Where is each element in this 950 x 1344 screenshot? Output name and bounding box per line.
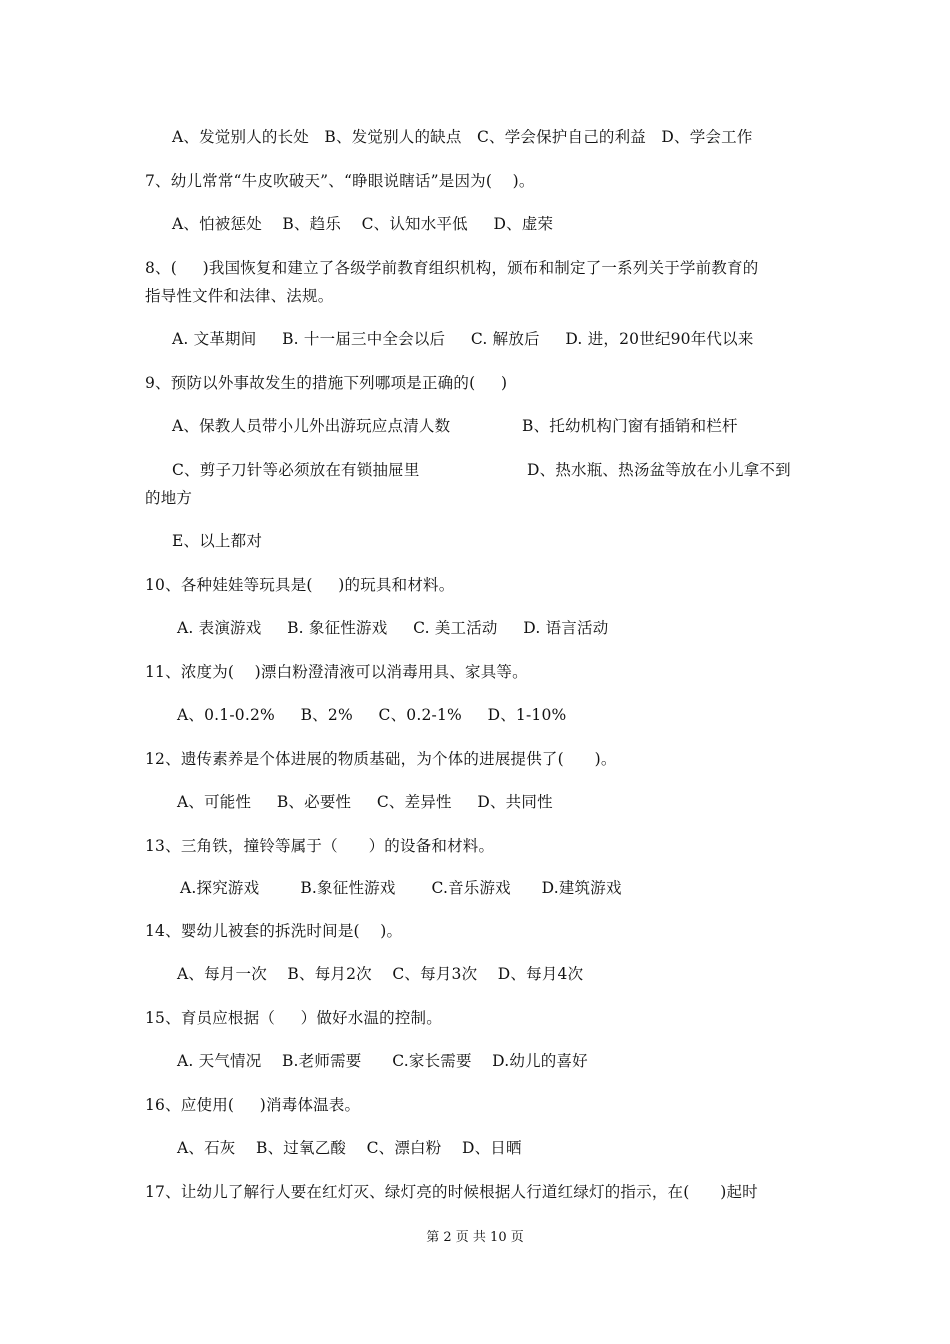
q14-question: 14、婴幼儿被套的拆洗时间是( )。 [145,922,403,940]
q16-question: 16、应使用( )消毒体温表。 [145,1096,361,1114]
q13-question: 13、三角铁，撞铃等属于（ ）的设备和材料。 [145,837,495,855]
q9-option-d-continued: 的地方 [145,489,193,507]
q10-question: 10、各种娃娃等玩具是( )的玩具和材料。 [145,576,455,594]
q9-option-b: B、托幼机构门窗有插销和栏杆 [522,417,738,435]
q9-option-e: E、以上都对 [172,532,263,550]
q17-question: 17、让幼儿了解行人要在红灯灭、绿灯亮的时候根据人行道红绿灯的指示，在( )起时 [145,1183,758,1201]
q8-options: A. 文革期间 B. 十一届三中全会以后 C. 解放后 D. 进，20世纪90年代以来 [172,330,754,348]
q11-question: 11、浓度为( )漂白粉澄清液可以消毒用具、家具等。 [145,663,528,681]
q8-question-line1: 8、( )我国恢复和建立了各级学前教育组织机构，颁布和制定了一系列关于学前教育的 [145,259,759,277]
q9-option-d: D、热水瓶、热汤盆等放在小儿拿不到 [527,461,791,479]
q10-options: A. 表演游戏 B. 象征性游戏 C. 美工活动 D. 语言活动 [177,619,609,637]
page-footer: 第 2 页 共 10 页 [426,1230,524,1245]
q8-question-line2: 指导性文件和法律、法规。 [145,287,334,305]
q15-question: 15、育员应根据（ ）做好水温的控制。 [145,1009,442,1027]
q12-question: 12、遗传素养是个体进展的物质基础，为个体的进展提供了( )。 [145,750,617,768]
q13-options: A.探究游戏 B.象征性游戏 C.音乐游戏 D.建筑游戏 [180,879,622,897]
q12-options: A、可能性 B、必要性 C、差异性 D、共同性 [177,793,553,811]
q14-options: A、每月一次 B、每月2次 C、每月3次 D、每月4次 [177,965,584,983]
q9-option-a: A、保教人员带小儿外出游玩应点清人数 [172,417,451,435]
q15-options: A. 天气情况 B.老师需要 C.家长需要 D.幼儿的喜好 [177,1052,588,1070]
q7-options: A、怕被惩处 B、趋乐 C、认知水平低 D、虚荣 [172,215,554,233]
q16-options: A、石灰 B、过氧乙酸 C、漂白粉 D、日晒 [177,1139,522,1157]
q7-question: 7、幼儿常常“牛皮吹破天”、“睁眼说瞎话”是因为( )。 [145,172,535,190]
q9-option-c: C、剪子刀针等必须放在有锁抽屉里 [172,461,420,479]
q11-options: A、0.1-0.2% B、2% C、0.2-1% D、1-10% [177,706,567,724]
q9-question: 9、预防以外事故发生的措施下列哪项是正确的( ) [145,374,508,392]
q6-options: A、发觉别人的长处 B、发觉别人的缺点 C、学会保护自己的利益 D、学会工作 [172,128,753,146]
